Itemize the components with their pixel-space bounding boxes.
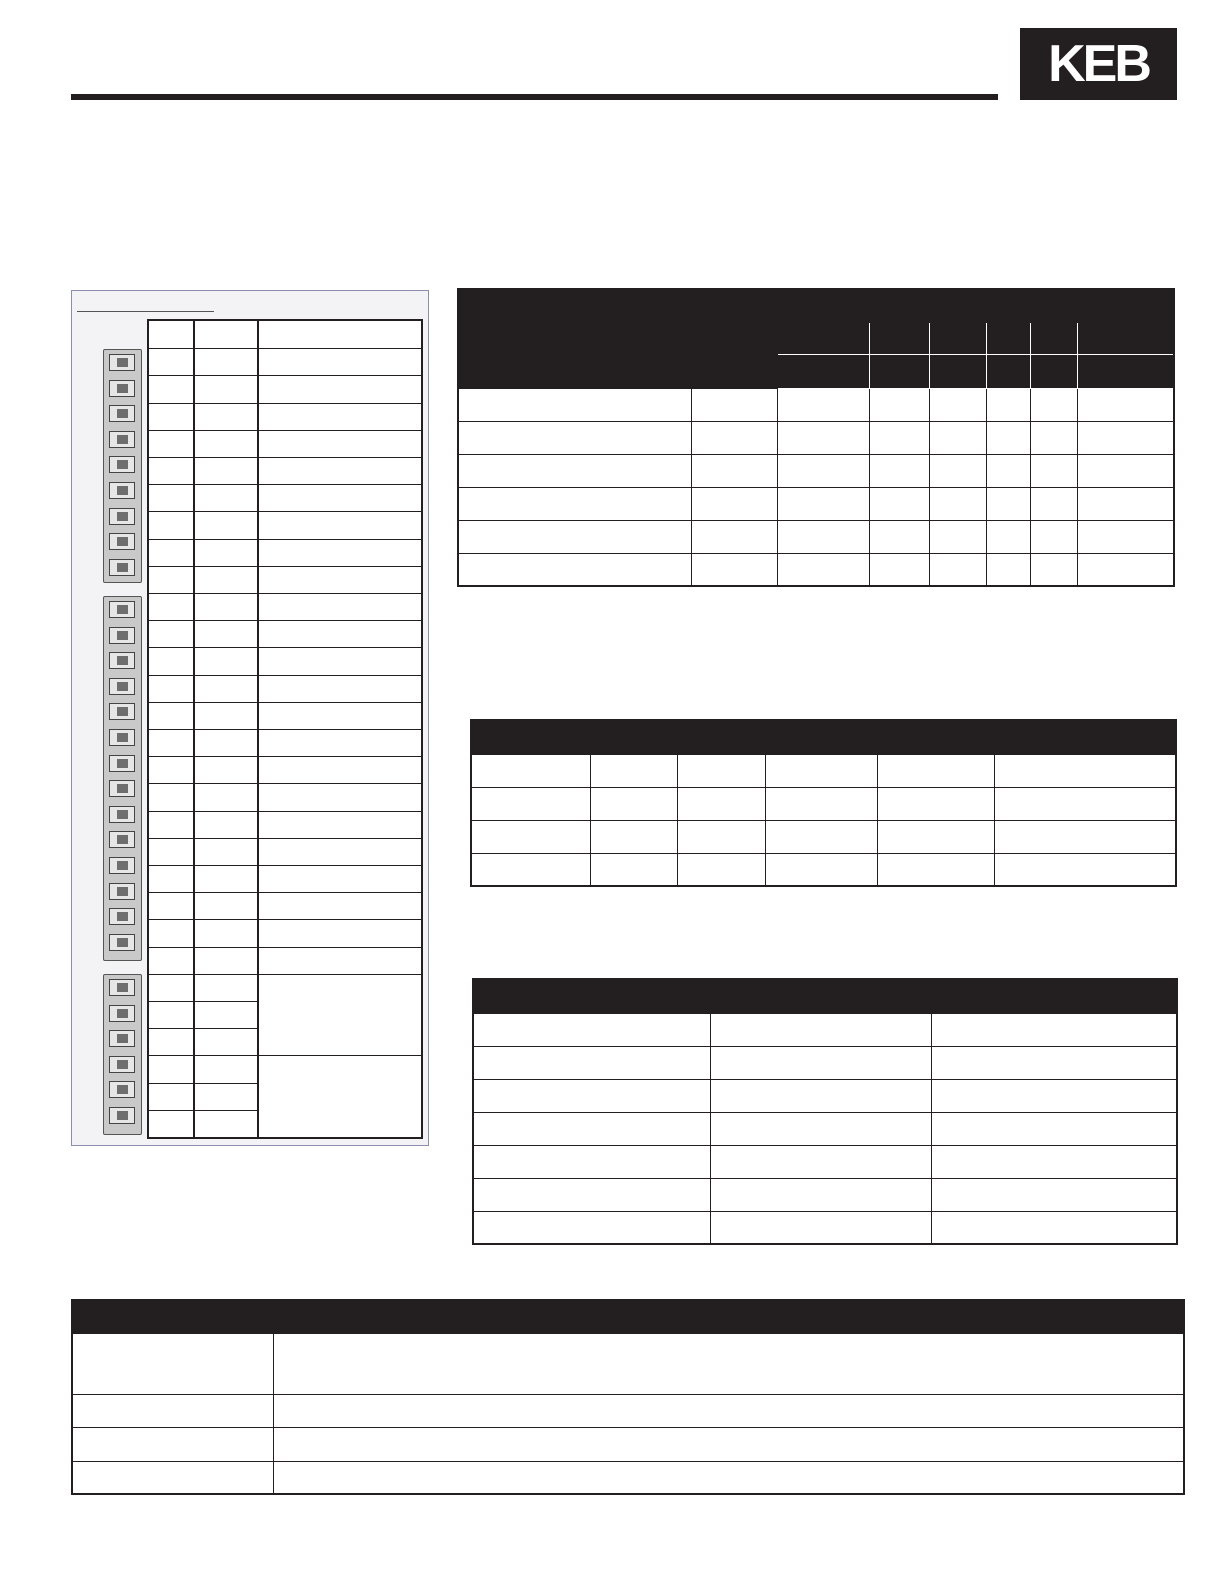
table-cell bbox=[777, 454, 869, 487]
terminal-block bbox=[103, 596, 142, 961]
table-cell bbox=[471, 754, 590, 787]
table-cell bbox=[590, 787, 677, 820]
terminal-row-divider bbox=[149, 838, 421, 839]
table-cell bbox=[691, 421, 777, 454]
options-header-cell bbox=[473, 979, 1177, 1013]
terminal-row-divider bbox=[149, 511, 421, 512]
terminal-screw-icon bbox=[109, 678, 135, 695]
table-cell bbox=[1030, 520, 1077, 553]
table-cell bbox=[677, 820, 765, 853]
table-cell bbox=[869, 421, 929, 454]
table-cell bbox=[877, 754, 994, 787]
table-cell bbox=[458, 553, 691, 586]
terminal-row-divider bbox=[149, 348, 421, 349]
description-header-row bbox=[72, 1300, 1184, 1333]
ratings-header-cell bbox=[777, 322, 869, 354]
terminal-screw-icon bbox=[109, 883, 135, 900]
table-cell bbox=[677, 787, 765, 820]
table-cell bbox=[691, 454, 777, 487]
table-cell bbox=[986, 421, 1030, 454]
terminal-screw-icon bbox=[109, 482, 135, 499]
table-row bbox=[471, 754, 1176, 787]
description-cell bbox=[273, 1333, 1184, 1394]
ratings-header-cell bbox=[777, 354, 869, 388]
table-cell bbox=[869, 520, 929, 553]
spec-header-row bbox=[471, 720, 1176, 754]
table-cell bbox=[777, 388, 869, 421]
table-cell bbox=[458, 487, 691, 520]
terminal-row-divider bbox=[149, 1083, 257, 1084]
table-cell bbox=[458, 388, 691, 421]
description-cell bbox=[72, 1427, 273, 1461]
table-cell bbox=[1030, 388, 1077, 421]
table-cell bbox=[691, 388, 777, 421]
ratings-header-cell bbox=[869, 322, 929, 354]
ratings-header-cell bbox=[691, 289, 777, 388]
table-cell bbox=[986, 388, 1030, 421]
table-cell bbox=[931, 1013, 1177, 1046]
description-cell bbox=[72, 1461, 273, 1494]
table-cell bbox=[710, 1112, 931, 1145]
table-row bbox=[471, 787, 1176, 820]
terminal-row-divider bbox=[149, 403, 421, 404]
table-cell bbox=[1030, 553, 1077, 586]
table-cell bbox=[1077, 421, 1174, 454]
table-cell bbox=[471, 853, 590, 886]
ratings-header-cell bbox=[1077, 354, 1174, 388]
table-cell bbox=[765, 853, 877, 886]
terminal-screw-icon bbox=[109, 652, 135, 669]
table-cell bbox=[765, 820, 877, 853]
table-cell bbox=[710, 1013, 931, 1046]
table-cell bbox=[473, 1211, 710, 1244]
terminal-screw-icon bbox=[109, 729, 135, 746]
table-cell bbox=[929, 520, 986, 553]
terminal-row-divider bbox=[149, 947, 421, 948]
terminal-row-divider bbox=[149, 593, 421, 594]
table-cell bbox=[473, 1046, 710, 1079]
table-cell bbox=[1077, 454, 1174, 487]
table-cell bbox=[994, 820, 1176, 853]
table-cell bbox=[877, 787, 994, 820]
table-cell bbox=[677, 754, 765, 787]
table-cell bbox=[710, 1046, 931, 1079]
ratings-header-cell bbox=[458, 289, 691, 388]
table-cell bbox=[869, 454, 929, 487]
table-cell bbox=[869, 553, 929, 586]
terminal-row-divider bbox=[149, 484, 421, 485]
terminal-screw-icon bbox=[109, 831, 135, 848]
table-cell bbox=[458, 421, 691, 454]
terminal-screw-icon bbox=[109, 508, 135, 525]
table-cell bbox=[710, 1079, 931, 1112]
description-cell bbox=[273, 1394, 1184, 1427]
terminal-table bbox=[147, 319, 423, 1139]
terminal-row-divider bbox=[149, 865, 421, 866]
terminal-row-divider bbox=[149, 783, 421, 784]
table-cell bbox=[869, 487, 929, 520]
table-cell bbox=[590, 754, 677, 787]
terminal-screw-icon bbox=[109, 1081, 135, 1098]
table-row bbox=[471, 820, 1176, 853]
table-row bbox=[458, 487, 1174, 520]
table-cell bbox=[458, 520, 691, 553]
terminal-screw-icon bbox=[109, 806, 135, 823]
table-cell bbox=[710, 1145, 931, 1178]
table-row bbox=[473, 1046, 1177, 1079]
ratings-header-cell bbox=[929, 354, 986, 388]
ratings-header-cell bbox=[777, 289, 1077, 322]
table-cell bbox=[777, 421, 869, 454]
terminal-screw-icon bbox=[109, 601, 135, 618]
terminal-screw-icon bbox=[109, 703, 135, 720]
table-cell bbox=[1077, 520, 1174, 553]
terminal-row-divider bbox=[149, 729, 421, 730]
table-cell bbox=[691, 520, 777, 553]
table-row bbox=[458, 454, 1174, 487]
terminal-screw-icon bbox=[109, 354, 135, 371]
table-cell bbox=[1030, 454, 1077, 487]
terminal-screw-icon bbox=[109, 1005, 135, 1022]
table-cell bbox=[877, 820, 994, 853]
ratings-header-cell bbox=[869, 354, 929, 388]
table-cell bbox=[458, 454, 691, 487]
ratings-header-cell bbox=[986, 354, 1030, 388]
table-cell bbox=[986, 487, 1030, 520]
terminal-screw-icon bbox=[109, 627, 135, 644]
table-cell bbox=[931, 1211, 1177, 1244]
spec-table bbox=[470, 719, 1177, 887]
terminal-screw-icon bbox=[109, 979, 135, 996]
table-cell bbox=[473, 1079, 710, 1112]
table-row bbox=[473, 1112, 1177, 1145]
terminal-screw-icon bbox=[109, 431, 135, 448]
table-row bbox=[473, 1079, 1177, 1112]
terminal-screw-icon bbox=[109, 1030, 135, 1047]
description-cell bbox=[72, 1394, 273, 1427]
table-row bbox=[458, 520, 1174, 553]
terminal-row-divider bbox=[149, 919, 421, 920]
table-cell bbox=[931, 1079, 1177, 1112]
table-cell bbox=[929, 421, 986, 454]
table-cell bbox=[931, 1145, 1177, 1178]
table-row bbox=[458, 388, 1174, 421]
table-cell bbox=[986, 454, 1030, 487]
terminal-row-divider bbox=[149, 1055, 421, 1056]
table-cell bbox=[471, 787, 590, 820]
table-row bbox=[473, 1178, 1177, 1211]
table-cell bbox=[931, 1046, 1177, 1079]
terminal-screw-icon bbox=[109, 755, 135, 772]
table-cell bbox=[1077, 388, 1174, 421]
terminal-row-divider bbox=[149, 620, 421, 621]
table-cell bbox=[986, 553, 1030, 586]
table-cell bbox=[931, 1112, 1177, 1145]
ratings-header-cell bbox=[1077, 322, 1174, 354]
terminal-screw-icon bbox=[109, 1107, 135, 1124]
table-cell bbox=[994, 853, 1176, 886]
description-cell bbox=[72, 1333, 273, 1394]
table-cell bbox=[929, 454, 986, 487]
description-header-cell bbox=[273, 1300, 1184, 1333]
terminal-row-divider bbox=[149, 1001, 257, 1002]
terminal-screw-icon bbox=[109, 456, 135, 473]
description-row bbox=[72, 1394, 1184, 1427]
terminal-row-divider bbox=[149, 457, 421, 458]
header-rule bbox=[71, 94, 998, 100]
table-cell bbox=[691, 553, 777, 586]
description-table bbox=[71, 1299, 1185, 1495]
description-header-cell bbox=[72, 1300, 273, 1333]
terminal-screw-icon bbox=[109, 1056, 135, 1073]
description-row bbox=[72, 1333, 1184, 1394]
terminal-row-divider bbox=[149, 675, 421, 676]
table-row bbox=[473, 1145, 1177, 1178]
terminal-row-divider bbox=[149, 539, 421, 540]
terminal-row-divider bbox=[149, 811, 421, 812]
table-cell bbox=[777, 553, 869, 586]
table-cell bbox=[471, 820, 590, 853]
description-row bbox=[72, 1427, 1184, 1461]
terminal-screw-icon bbox=[109, 380, 135, 397]
ratings-header-cell bbox=[1030, 354, 1077, 388]
description-cell bbox=[273, 1427, 1184, 1461]
terminal-screw-icon bbox=[109, 780, 135, 797]
keb-logo bbox=[1020, 28, 1177, 100]
table-cell bbox=[986, 520, 1030, 553]
table-cell bbox=[473, 1145, 710, 1178]
table-cell bbox=[677, 853, 765, 886]
table-row bbox=[471, 853, 1176, 886]
terminal-row-divider bbox=[149, 430, 421, 431]
table-cell bbox=[473, 1112, 710, 1145]
table-cell bbox=[777, 487, 869, 520]
table-cell bbox=[765, 787, 877, 820]
terminal-screw-icon bbox=[109, 533, 135, 550]
description-row bbox=[72, 1461, 1184, 1494]
terminal-row-divider bbox=[149, 1110, 257, 1111]
table-cell bbox=[1030, 421, 1077, 454]
terminal-screw-icon bbox=[109, 908, 135, 925]
terminal-row-divider bbox=[149, 756, 421, 757]
table-cell bbox=[590, 853, 677, 886]
options-header-row bbox=[473, 979, 1177, 1013]
terminal-screw-icon bbox=[109, 934, 135, 951]
table-cell bbox=[869, 388, 929, 421]
spec-header-cell bbox=[471, 720, 1176, 754]
terminal-row-divider bbox=[149, 892, 421, 893]
terminal-screw-icon bbox=[109, 559, 135, 576]
logo-text: KEB bbox=[1048, 35, 1149, 93]
description-cell bbox=[273, 1461, 1184, 1494]
terminal-screw-icon bbox=[109, 857, 135, 874]
table-cell bbox=[1077, 487, 1174, 520]
terminal-row-divider bbox=[149, 974, 421, 975]
table-row bbox=[458, 421, 1174, 454]
table-cell bbox=[710, 1211, 931, 1244]
table-row bbox=[473, 1211, 1177, 1244]
table-cell bbox=[931, 1178, 1177, 1211]
terminal-row-divider bbox=[149, 566, 421, 567]
table-cell bbox=[1030, 487, 1077, 520]
ratings-header-cell bbox=[929, 322, 986, 354]
ratings-header-cell bbox=[986, 322, 1030, 354]
table-cell bbox=[877, 853, 994, 886]
options-table bbox=[472, 978, 1178, 1245]
ratings-header-cell bbox=[1030, 322, 1077, 354]
ratings-header-cell bbox=[1077, 289, 1174, 322]
table-cell bbox=[1077, 553, 1174, 586]
terminal-row-divider bbox=[149, 647, 421, 648]
table-cell bbox=[473, 1013, 710, 1046]
terminal-row-divider bbox=[149, 1028, 257, 1029]
terminal-screw-icon bbox=[109, 405, 135, 422]
table-cell bbox=[765, 754, 877, 787]
table-cell bbox=[929, 487, 986, 520]
terminal-row-divider bbox=[149, 375, 421, 376]
table-cell bbox=[929, 388, 986, 421]
table-cell bbox=[590, 820, 677, 853]
ratings-table bbox=[457, 288, 1175, 587]
terminal-row-divider bbox=[149, 702, 421, 703]
ratings-header-row bbox=[458, 289, 1174, 322]
table-cell bbox=[994, 754, 1176, 787]
table-cell bbox=[994, 787, 1176, 820]
table-row bbox=[473, 1013, 1177, 1046]
table-cell bbox=[929, 553, 986, 586]
table-cell bbox=[710, 1178, 931, 1211]
table-cell bbox=[777, 520, 869, 553]
table-row bbox=[458, 553, 1174, 586]
table-cell bbox=[473, 1178, 710, 1211]
table-cell bbox=[691, 487, 777, 520]
panel-title-underline bbox=[77, 311, 214, 312]
